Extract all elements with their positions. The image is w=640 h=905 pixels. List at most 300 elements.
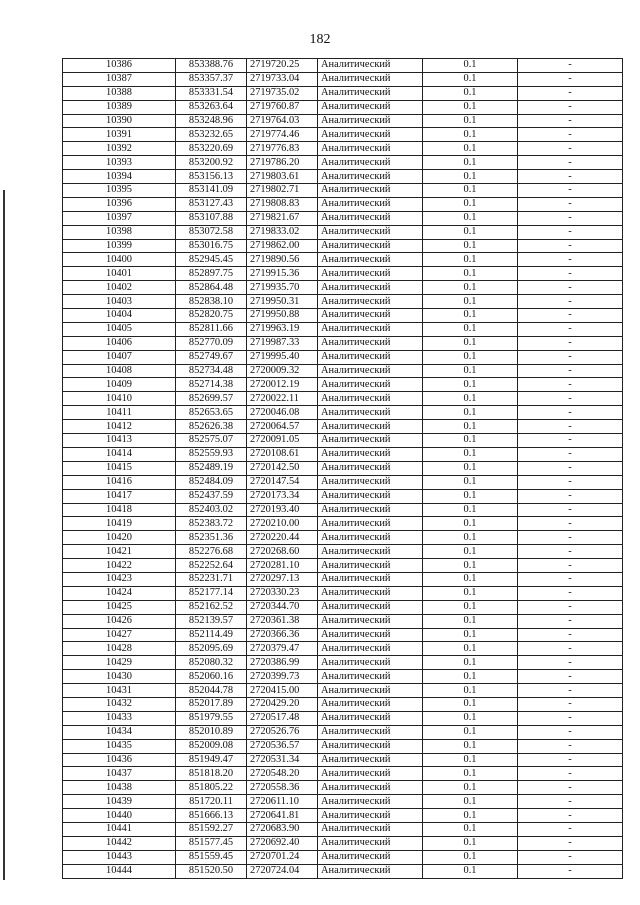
note-cell: -: [518, 184, 623, 198]
note-cell: -: [518, 253, 623, 267]
x-coordinate-cell: 852177.14: [176, 586, 247, 600]
method-cell: Аналитический: [318, 447, 423, 461]
accuracy-cell: 0.1: [423, 600, 518, 614]
accuracy-cell: 0.1: [423, 420, 518, 434]
y-coordinate-cell: 2720091.05: [247, 434, 318, 448]
table-row: [63, 642, 623, 656]
x-coordinate-cell: 853263.64: [176, 100, 247, 114]
x-coordinate-cell: 851592.27: [176, 822, 247, 836]
accuracy-cell: 0.1: [423, 309, 518, 323]
point-number-cell: 10422: [63, 559, 176, 573]
y-coordinate-cell: 2719950.31: [247, 295, 318, 309]
y-coordinate-cell: 2719764.03: [247, 114, 318, 128]
method-cell: Аналитический: [318, 517, 423, 531]
note-cell: -: [518, 59, 623, 73]
point-number-cell: 10439: [63, 795, 176, 809]
x-coordinate-cell: 852080.32: [176, 656, 247, 670]
table-row: [63, 184, 623, 198]
note-cell: -: [518, 142, 623, 156]
method-cell: Аналитический: [318, 281, 423, 295]
y-coordinate-cell: 2719802.71: [247, 184, 318, 198]
point-number-cell: 10433: [63, 711, 176, 725]
point-number-cell: 10388: [63, 86, 176, 100]
table-row: [63, 781, 623, 795]
method-cell: Аналитический: [318, 309, 423, 323]
accuracy-cell: 0.1: [423, 781, 518, 795]
x-coordinate-cell: 852276.68: [176, 545, 247, 559]
method-cell: Аналитический: [318, 795, 423, 809]
table-row: [63, 822, 623, 836]
point-number-cell: 10423: [63, 572, 176, 586]
point-number-cell: 10431: [63, 684, 176, 698]
table-row: [63, 586, 623, 600]
method-cell: Аналитический: [318, 572, 423, 586]
y-coordinate-cell: 2720173.34: [247, 489, 318, 503]
point-number-cell: 10392: [63, 142, 176, 156]
note-cell: -: [518, 211, 623, 225]
y-coordinate-cell: 2720344.70: [247, 600, 318, 614]
note-cell: -: [518, 670, 623, 684]
table-row: [63, 614, 623, 628]
table-row: [63, 725, 623, 739]
accuracy-cell: 0.1: [423, 864, 518, 878]
y-coordinate-cell: 2720536.57: [247, 739, 318, 753]
point-number-cell: 10429: [63, 656, 176, 670]
accuracy-cell: 0.1: [423, 711, 518, 725]
method-cell: Аналитический: [318, 114, 423, 128]
x-coordinate-cell: 852699.57: [176, 392, 247, 406]
note-cell: -: [518, 420, 623, 434]
table-row: [63, 864, 623, 878]
note-cell: -: [518, 392, 623, 406]
y-coordinate-cell: 2719821.67: [247, 211, 318, 225]
accuracy-cell: 0.1: [423, 378, 518, 392]
accuracy-cell: 0.1: [423, 559, 518, 573]
table-row: [63, 656, 623, 670]
table-row: [63, 503, 623, 517]
method-cell: Аналитический: [318, 267, 423, 281]
accuracy-cell: 0.1: [423, 211, 518, 225]
note-cell: -: [518, 614, 623, 628]
method-cell: Аналитический: [318, 184, 423, 198]
point-number-cell: 10395: [63, 184, 176, 198]
table-row: [63, 753, 623, 767]
method-cell: Аналитический: [318, 406, 423, 420]
point-number-cell: 10413: [63, 434, 176, 448]
note-cell: -: [518, 503, 623, 517]
y-coordinate-cell: 2720611.10: [247, 795, 318, 809]
method-cell: Аналитический: [318, 322, 423, 336]
method-cell: Аналитический: [318, 128, 423, 142]
x-coordinate-cell: 852575.07: [176, 434, 247, 448]
method-cell: Аналитический: [318, 336, 423, 350]
x-coordinate-cell: 853016.75: [176, 239, 247, 253]
method-cell: Аналитический: [318, 350, 423, 364]
method-cell: Аналитический: [318, 100, 423, 114]
accuracy-cell: 0.1: [423, 253, 518, 267]
note-cell: -: [518, 545, 623, 559]
point-number-cell: 10390: [63, 114, 176, 128]
point-number-cell: 10419: [63, 517, 176, 531]
x-coordinate-cell: 851979.55: [176, 711, 247, 725]
x-coordinate-cell: 853220.69: [176, 142, 247, 156]
point-number-cell: 10438: [63, 781, 176, 795]
method-cell: Аналитический: [318, 295, 423, 309]
accuracy-cell: 0.1: [423, 239, 518, 253]
note-cell: -: [518, 267, 623, 281]
y-coordinate-cell: 2719803.61: [247, 170, 318, 184]
accuracy-cell: 0.1: [423, 364, 518, 378]
point-number-cell: 10401: [63, 267, 176, 281]
point-number-cell: 10405: [63, 322, 176, 336]
method-cell: Аналитический: [318, 822, 423, 836]
table-row: [63, 711, 623, 725]
coordinates-table-body: [63, 59, 623, 879]
method-cell: Аналитический: [318, 642, 423, 656]
note-cell: -: [518, 72, 623, 86]
note-cell: -: [518, 364, 623, 378]
x-coordinate-cell: 852734.48: [176, 364, 247, 378]
table-row: [63, 100, 623, 114]
method-cell: Аналитический: [318, 670, 423, 684]
note-cell: -: [518, 434, 623, 448]
note-cell: -: [518, 128, 623, 142]
table-row: [63, 378, 623, 392]
point-number-cell: 10393: [63, 156, 176, 170]
accuracy-cell: 0.1: [423, 475, 518, 489]
accuracy-cell: 0.1: [423, 739, 518, 753]
x-coordinate-cell: 852351.36: [176, 531, 247, 545]
point-number-cell: 10397: [63, 211, 176, 225]
table-row: [63, 392, 623, 406]
note-cell: -: [518, 489, 623, 503]
note-cell: -: [518, 461, 623, 475]
point-number-cell: 10411: [63, 406, 176, 420]
note-cell: -: [518, 350, 623, 364]
x-coordinate-cell: 852010.89: [176, 725, 247, 739]
point-number-cell: 10441: [63, 822, 176, 836]
note-cell: -: [518, 336, 623, 350]
method-cell: Аналитический: [318, 461, 423, 475]
method-cell: Аналитический: [318, 836, 423, 850]
note-cell: -: [518, 739, 623, 753]
method-cell: Аналитический: [318, 684, 423, 698]
point-number-cell: 10428: [63, 642, 176, 656]
table-row: [63, 434, 623, 448]
table-row: [63, 739, 623, 753]
table-row: [63, 142, 623, 156]
note-cell: -: [518, 309, 623, 323]
note-cell: -: [518, 572, 623, 586]
note-cell: -: [518, 517, 623, 531]
x-coordinate-cell: 852714.38: [176, 378, 247, 392]
table-row: [63, 628, 623, 642]
accuracy-cell: 0.1: [423, 281, 518, 295]
y-coordinate-cell: 2720193.40: [247, 503, 318, 517]
table-row: [63, 114, 623, 128]
y-coordinate-cell: 2719774.46: [247, 128, 318, 142]
method-cell: Аналитический: [318, 197, 423, 211]
accuracy-cell: 0.1: [423, 628, 518, 642]
table-row: [63, 795, 623, 809]
y-coordinate-cell: 2720297.13: [247, 572, 318, 586]
point-number-cell: 10400: [63, 253, 176, 267]
table-row: [63, 517, 623, 531]
x-coordinate-cell: 853200.92: [176, 156, 247, 170]
method-cell: Аналитический: [318, 531, 423, 545]
table-row: [63, 309, 623, 323]
point-number-cell: 10407: [63, 350, 176, 364]
x-coordinate-cell: 851720.11: [176, 795, 247, 809]
x-coordinate-cell: 852009.08: [176, 739, 247, 753]
method-cell: Аналитический: [318, 767, 423, 781]
x-coordinate-cell: 851666.13: [176, 809, 247, 823]
accuracy-cell: 0.1: [423, 447, 518, 461]
x-coordinate-cell: 851559.45: [176, 850, 247, 864]
y-coordinate-cell: 2720517.48: [247, 711, 318, 725]
accuracy-cell: 0.1: [423, 267, 518, 281]
accuracy-cell: 0.1: [423, 697, 518, 711]
y-coordinate-cell: 2720531.34: [247, 753, 318, 767]
table-row: [63, 531, 623, 545]
note-cell: -: [518, 850, 623, 864]
y-coordinate-cell: 2720415.00: [247, 684, 318, 698]
method-cell: Аналитический: [318, 59, 423, 73]
y-coordinate-cell: 2720724.04: [247, 864, 318, 878]
note-cell: -: [518, 100, 623, 114]
note-cell: -: [518, 809, 623, 823]
x-coordinate-cell: 852484.09: [176, 475, 247, 489]
y-coordinate-cell: 2720526.76: [247, 725, 318, 739]
method-cell: Аналитический: [318, 614, 423, 628]
table-row: [63, 336, 623, 350]
y-coordinate-cell: 2719950.88: [247, 309, 318, 323]
accuracy-cell: 0.1: [423, 350, 518, 364]
accuracy-cell: 0.1: [423, 517, 518, 531]
method-cell: Аналитический: [318, 156, 423, 170]
x-coordinate-cell: 852383.72: [176, 517, 247, 531]
point-number-cell: 10387: [63, 72, 176, 86]
method-cell: Аналитический: [318, 253, 423, 267]
y-coordinate-cell: 2719833.02: [247, 225, 318, 239]
accuracy-cell: 0.1: [423, 725, 518, 739]
point-number-cell: 10410: [63, 392, 176, 406]
note-cell: -: [518, 378, 623, 392]
y-coordinate-cell: 2720701.24: [247, 850, 318, 864]
point-number-cell: 10443: [63, 850, 176, 864]
point-number-cell: 10435: [63, 739, 176, 753]
note-cell: -: [518, 322, 623, 336]
point-number-cell: 10417: [63, 489, 176, 503]
x-coordinate-cell: 852749.67: [176, 350, 247, 364]
accuracy-cell: 0.1: [423, 614, 518, 628]
accuracy-cell: 0.1: [423, 850, 518, 864]
point-number-cell: 10409: [63, 378, 176, 392]
x-coordinate-cell: 852864.48: [176, 281, 247, 295]
accuracy-cell: 0.1: [423, 170, 518, 184]
method-cell: Аналитический: [318, 697, 423, 711]
x-coordinate-cell: 853107.88: [176, 211, 247, 225]
table-row: [63, 489, 623, 503]
point-number-cell: 10416: [63, 475, 176, 489]
point-number-cell: 10404: [63, 309, 176, 323]
note-cell: -: [518, 586, 623, 600]
point-number-cell: 10402: [63, 281, 176, 295]
note-cell: -: [518, 684, 623, 698]
accuracy-cell: 0.1: [423, 142, 518, 156]
x-coordinate-cell: 852626.38: [176, 420, 247, 434]
table-row: [63, 572, 623, 586]
x-coordinate-cell: 852437.59: [176, 489, 247, 503]
y-coordinate-cell: 2720009.32: [247, 364, 318, 378]
table-row: [63, 461, 623, 475]
note-cell: -: [518, 628, 623, 642]
x-coordinate-cell: 853156.13: [176, 170, 247, 184]
accuracy-cell: 0.1: [423, 767, 518, 781]
y-coordinate-cell: 2720064.57: [247, 420, 318, 434]
point-number-cell: 10437: [63, 767, 176, 781]
note-cell: -: [518, 531, 623, 545]
table-row: [63, 364, 623, 378]
point-number-cell: 10412: [63, 420, 176, 434]
table-row: [63, 475, 623, 489]
method-cell: Аналитический: [318, 170, 423, 184]
method-cell: Аналитический: [318, 142, 423, 156]
y-coordinate-cell: 2719760.87: [247, 100, 318, 114]
x-coordinate-cell: 853141.09: [176, 184, 247, 198]
point-number-cell: 10434: [63, 725, 176, 739]
point-number-cell: 10425: [63, 600, 176, 614]
point-number-cell: 10414: [63, 447, 176, 461]
accuracy-cell: 0.1: [423, 392, 518, 406]
table-row: [63, 406, 623, 420]
x-coordinate-cell: 852403.02: [176, 503, 247, 517]
table-row: [63, 836, 623, 850]
y-coordinate-cell: 2720386.99: [247, 656, 318, 670]
point-number-cell: 10418: [63, 503, 176, 517]
table-row: [63, 295, 623, 309]
y-coordinate-cell: 2720366.36: [247, 628, 318, 642]
point-number-cell: 10420: [63, 531, 176, 545]
y-coordinate-cell: 2720046.08: [247, 406, 318, 420]
point-number-cell: 10406: [63, 336, 176, 350]
point-number-cell: 10427: [63, 628, 176, 642]
point-number-cell: 10403: [63, 295, 176, 309]
accuracy-cell: 0.1: [423, 586, 518, 600]
method-cell: Аналитический: [318, 72, 423, 86]
table-row: [63, 545, 623, 559]
y-coordinate-cell: 2720558.36: [247, 781, 318, 795]
table-row: [63, 767, 623, 781]
point-number-cell: 10440: [63, 809, 176, 823]
y-coordinate-cell: 2720379.47: [247, 642, 318, 656]
y-coordinate-cell: 2720429.20: [247, 697, 318, 711]
table-row: [63, 253, 623, 267]
y-coordinate-cell: 2720330.23: [247, 586, 318, 600]
point-number-cell: 10430: [63, 670, 176, 684]
x-coordinate-cell: 853072.58: [176, 225, 247, 239]
note-cell: -: [518, 225, 623, 239]
method-cell: Аналитический: [318, 545, 423, 559]
y-coordinate-cell: 2720399.73: [247, 670, 318, 684]
accuracy-cell: 0.1: [423, 822, 518, 836]
y-coordinate-cell: 2719935.70: [247, 281, 318, 295]
accuracy-cell: 0.1: [423, 642, 518, 656]
x-coordinate-cell: 852017.89: [176, 697, 247, 711]
x-coordinate-cell: 852114.49: [176, 628, 247, 642]
x-coordinate-cell: 851818.20: [176, 767, 247, 781]
table-row: [63, 420, 623, 434]
point-number-cell: 10389: [63, 100, 176, 114]
y-coordinate-cell: 2719786.20: [247, 156, 318, 170]
accuracy-cell: 0.1: [423, 156, 518, 170]
y-coordinate-cell: 2720692.40: [247, 836, 318, 850]
note-cell: -: [518, 114, 623, 128]
y-coordinate-cell: 2720012.19: [247, 378, 318, 392]
method-cell: Аналитический: [318, 434, 423, 448]
table-row: [63, 600, 623, 614]
x-coordinate-cell: 852559.93: [176, 447, 247, 461]
point-number-cell: 10398: [63, 225, 176, 239]
x-coordinate-cell: 852139.57: [176, 614, 247, 628]
accuracy-cell: 0.1: [423, 322, 518, 336]
method-cell: Аналитический: [318, 656, 423, 670]
accuracy-cell: 0.1: [423, 114, 518, 128]
x-coordinate-cell: 852770.09: [176, 336, 247, 350]
table-row: [63, 170, 623, 184]
accuracy-cell: 0.1: [423, 684, 518, 698]
point-number-cell: 10421: [63, 545, 176, 559]
point-number-cell: 10408: [63, 364, 176, 378]
method-cell: Аналитический: [318, 781, 423, 795]
method-cell: Аналитический: [318, 364, 423, 378]
accuracy-cell: 0.1: [423, 434, 518, 448]
x-coordinate-cell: 851805.22: [176, 781, 247, 795]
table-row: [63, 225, 623, 239]
note-cell: -: [518, 239, 623, 253]
accuracy-cell: 0.1: [423, 461, 518, 475]
method-cell: Аналитический: [318, 475, 423, 489]
y-coordinate-cell: 2720022.11: [247, 392, 318, 406]
accuracy-cell: 0.1: [423, 836, 518, 850]
table-row: [63, 684, 623, 698]
y-coordinate-cell: 2719862.00: [247, 239, 318, 253]
y-coordinate-cell: 2719808.83: [247, 197, 318, 211]
note-cell: -: [518, 836, 623, 850]
point-number-cell: 10436: [63, 753, 176, 767]
accuracy-cell: 0.1: [423, 406, 518, 420]
y-coordinate-cell: 2719963.19: [247, 322, 318, 336]
y-coordinate-cell: 2719995.40: [247, 350, 318, 364]
note-cell: -: [518, 781, 623, 795]
table-row: [63, 322, 623, 336]
method-cell: Аналитический: [318, 86, 423, 100]
note-cell: -: [518, 156, 623, 170]
accuracy-cell: 0.1: [423, 809, 518, 823]
table-row: [63, 59, 623, 73]
point-number-cell: 10391: [63, 128, 176, 142]
x-coordinate-cell: 851577.45: [176, 836, 247, 850]
x-coordinate-cell: 852653.65: [176, 406, 247, 420]
x-coordinate-cell: 853232.65: [176, 128, 247, 142]
page-number: 182: [309, 32, 331, 47]
accuracy-cell: 0.1: [423, 489, 518, 503]
x-coordinate-cell: 853127.43: [176, 197, 247, 211]
accuracy-cell: 0.1: [423, 128, 518, 142]
y-coordinate-cell: 2720641.81: [247, 809, 318, 823]
note-cell: -: [518, 475, 623, 489]
x-coordinate-cell: 852945.45: [176, 253, 247, 267]
